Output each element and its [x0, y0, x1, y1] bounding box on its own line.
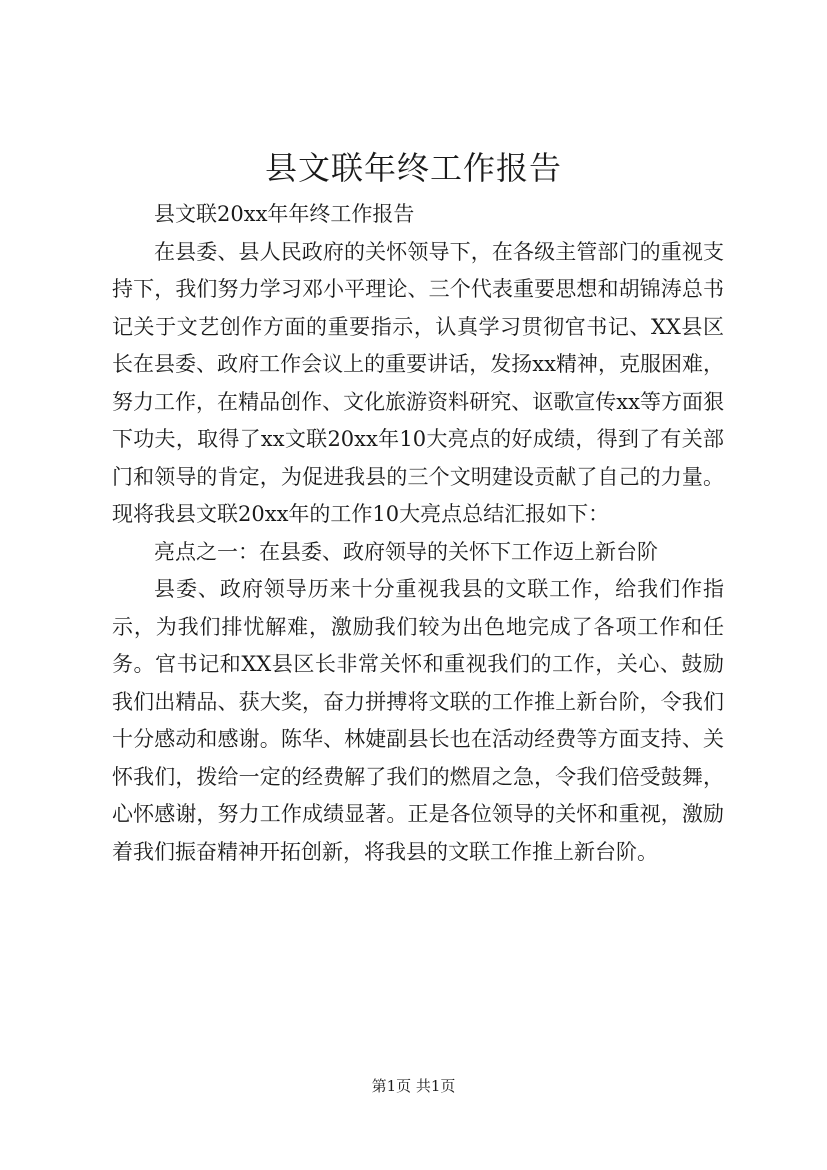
highlight-one-heading: 亮点之一：在县委、政府领导的关怀下工作迈上新台阶 — [154, 539, 658, 564]
document-body — [112, 196, 724, 871]
intro-paragraph: 在县委、县人民政府的关怀领导下，在各级主管部门的重视支持下，我们努力学习邓小平理论、三个代表重要思想和胡锦涛总书记关于文艺创作方面的重要指示，认真学习贯彻官书记、XX县区长在县委、政府工作会议上的重要讲话，发扬xx精神，克服困难，努力工作，在精品创作、文化旅游资料研究、讴歌宣传xx等方面狠下功夫，取得了xx文联20xx年10大亮点的好成绩，得到了有关部门和领导的肯定，为促进我县的三个文明建设贡献了自己的力量。现将我县文联20xx年的工作10大亮点总结汇报如下： — [112, 239, 724, 526]
highlight-one-paragraph: 县委、政府领导历来十分重视我县的文联工作，给我们作指示，为我们排忧解难，激励我们较为出色地完成了各项工作和任务。官书记和XX县区长非常关怀和重视我们的工作，关心、鼓励我们出精品、获大奖，奋力拼搏将文联的工作推上新台阶，令我们十分感动和感谢。陈华、林婕副县长也在活动经费等方面支持、关怀我们，拨给一定的经费解了我们的燃眉之急，令我们倍受鼓舞，心怀感谢，努力工作成绩显著。正是各位领导的关怀和重视，激励着我们振奋精神开拓创新，将我县的文联工作推上新台阶。 — [112, 577, 724, 864]
document-title: 县文联年终工作报告 — [264, 149, 562, 187]
page-number-footer: 第1页 共1页 — [371, 1077, 456, 1095]
report-subtitle-paragraph: 县文联20xx年年终工作报告 — [154, 202, 415, 226]
